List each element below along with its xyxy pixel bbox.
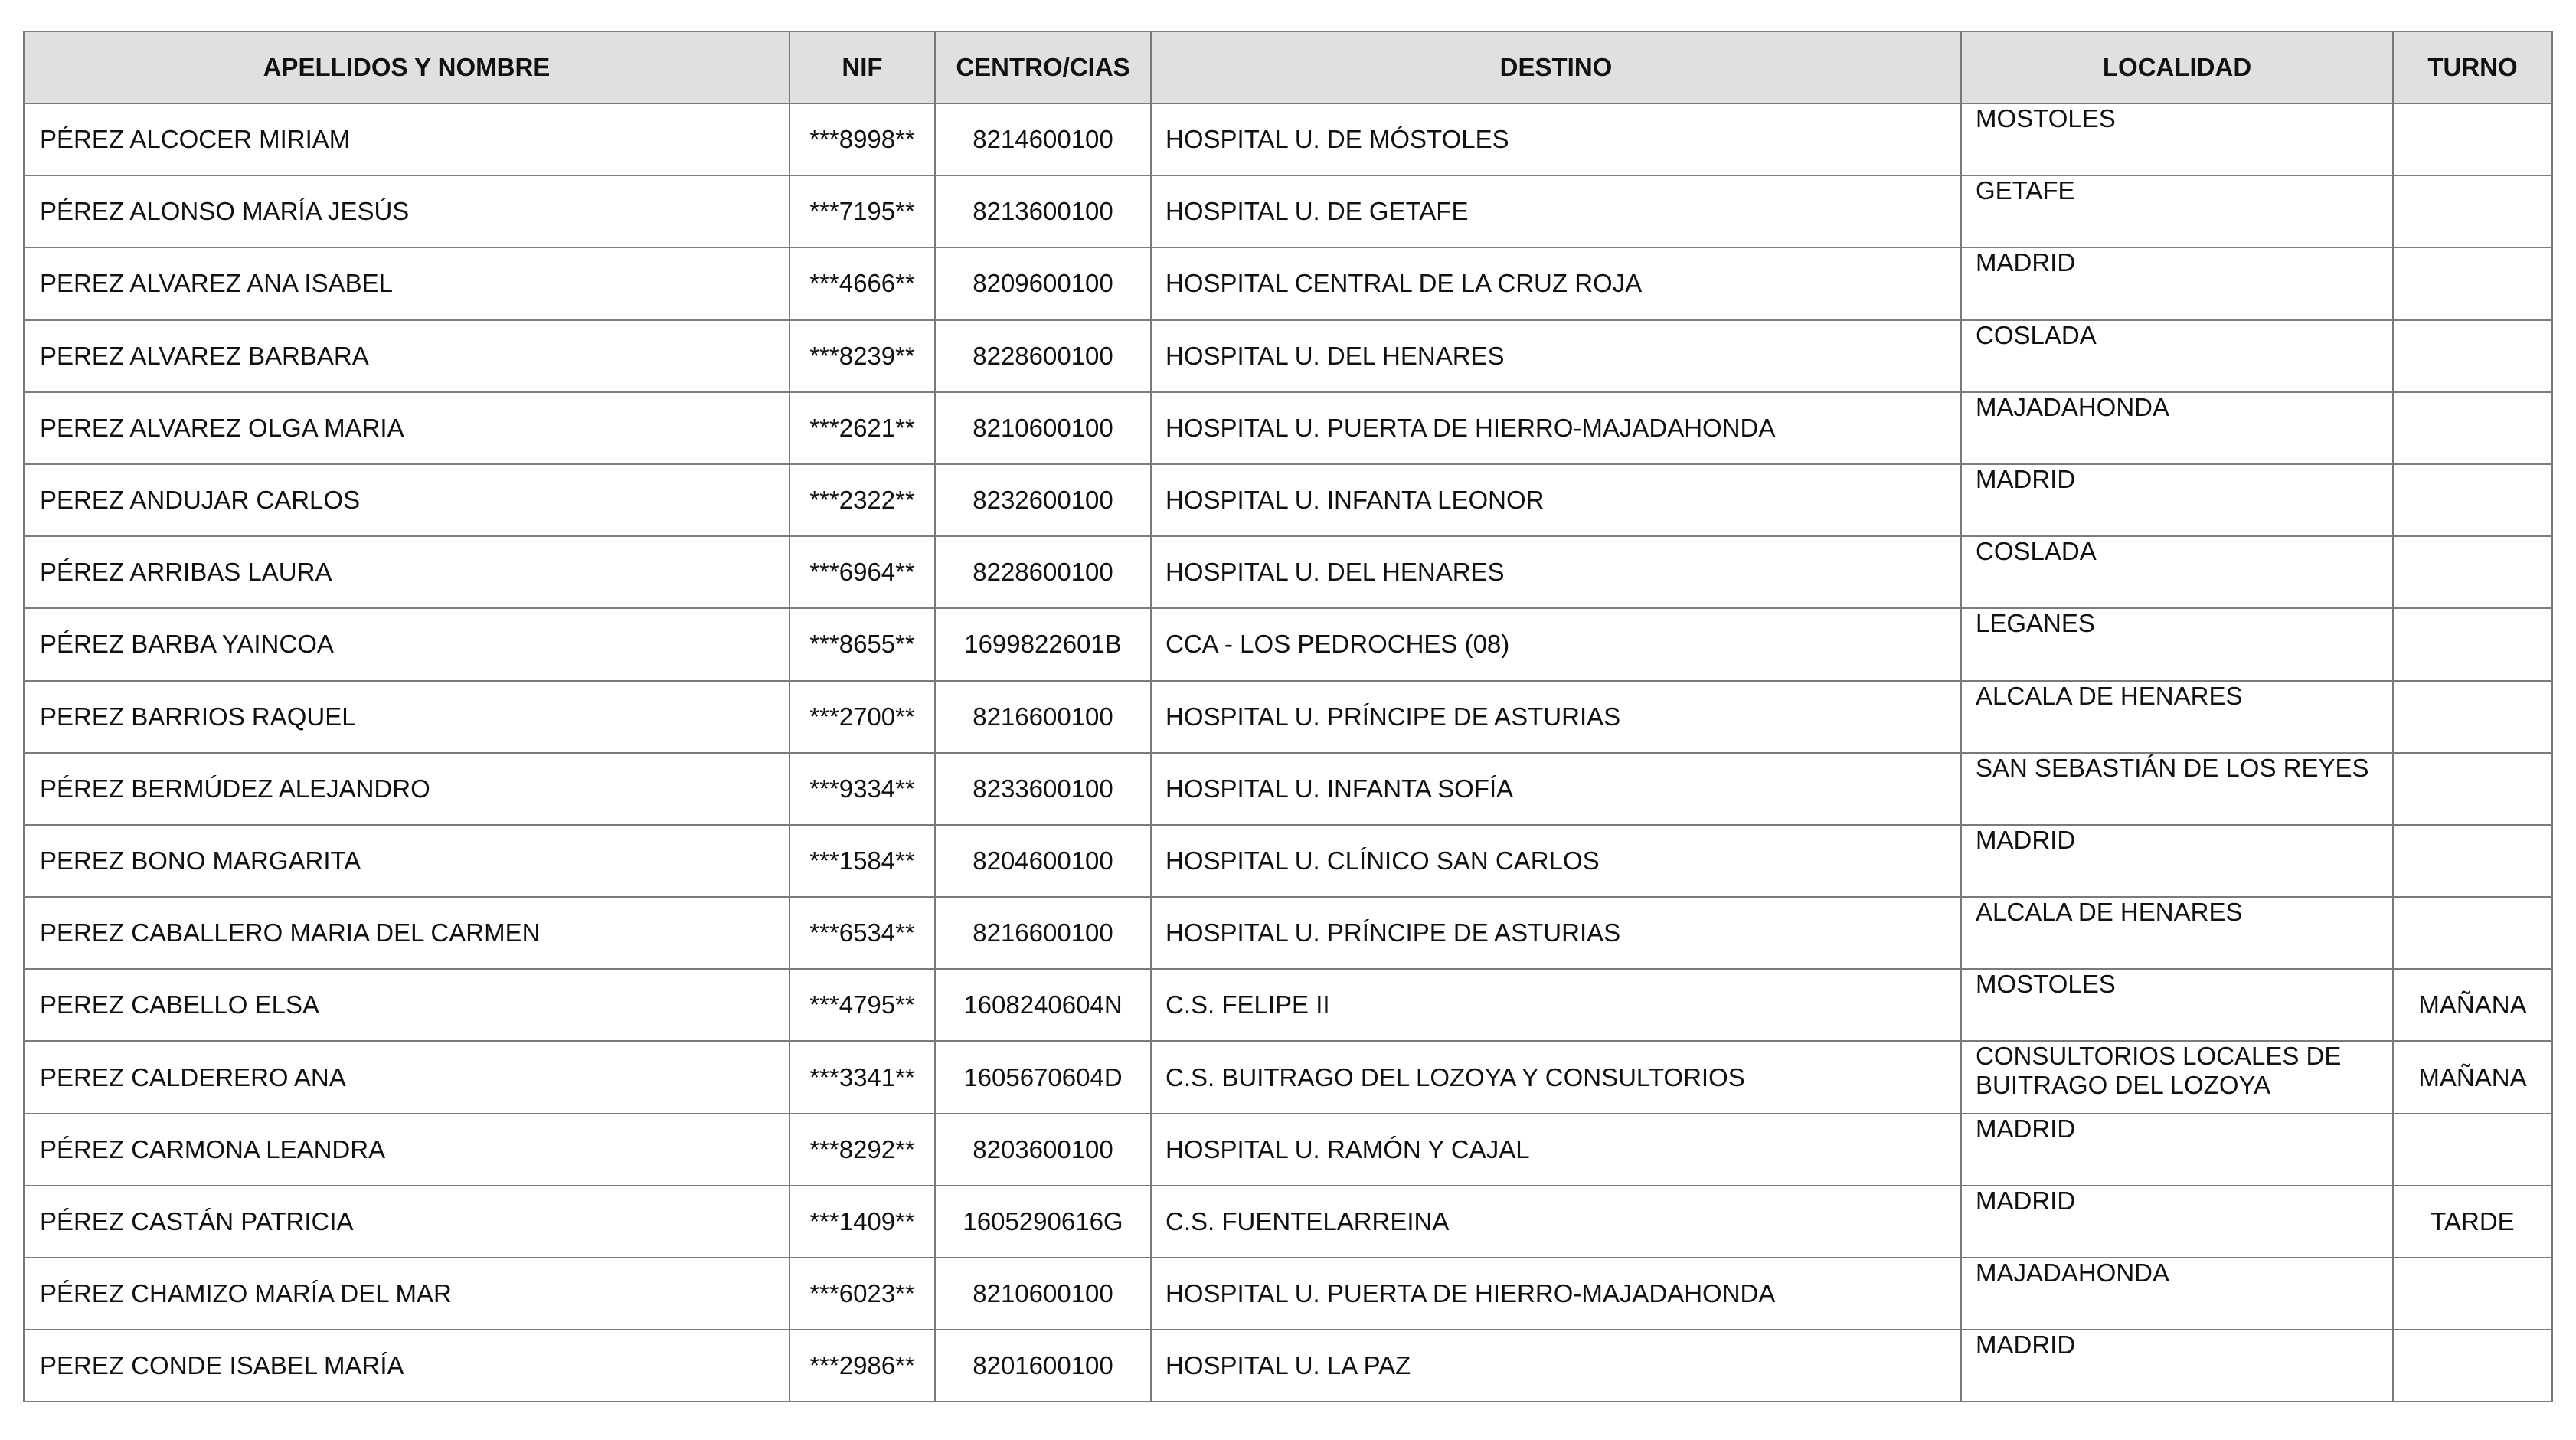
cell-cias: 8213600100 <box>935 175 1151 247</box>
cell-localidad-text: MAJADAHONDA <box>1976 1258 2170 1287</box>
cell-name: PÉREZ BARBA YAINCOA <box>24 608 789 680</box>
cell-turno <box>2393 681 2552 753</box>
table-row <box>24 320 2552 392</box>
cell-name: PÉREZ BERMÚDEZ ALEJANDRO <box>24 753 789 825</box>
cell-cias: 8203600100 <box>935 1114 1151 1186</box>
cell-cias: 1605290616G <box>935 1186 1151 1258</box>
cell-turno: TARDE <box>2393 1186 2552 1258</box>
cell-cias: 8201600100 <box>935 1330 1151 1402</box>
assignment-table <box>23 31 2553 1402</box>
table-body <box>24 103 2552 1402</box>
assignment-table-container <box>23 31 2551 1402</box>
cell-destino: HOSPITAL U. PRÍNCIPE DE ASTURIAS <box>1151 681 1961 753</box>
cell-destino: HOSPITAL U. LA PAZ <box>1151 1330 1961 1402</box>
cell-localidad <box>1961 1186 2393 1258</box>
table-row <box>24 247 2552 319</box>
cell-cias: 8228600100 <box>935 536 1151 608</box>
table-row <box>24 681 2552 753</box>
cell-name: PEREZ CONDE ISABEL MARÍA <box>24 1330 789 1402</box>
cell-localidad <box>1961 969 2393 1041</box>
cell-cias: 8209600100 <box>935 247 1151 319</box>
cell-cias: 1605670604D <box>935 1041 1151 1113</box>
cell-destino: HOSPITAL U. INFANTA SOFÍA <box>1151 753 1961 825</box>
cell-localidad-text: LEGANES <box>1976 609 2095 638</box>
header-turno: TURNO <box>2393 31 2552 103</box>
cell-destino: HOSPITAL U. DE GETAFE <box>1151 175 1961 247</box>
cell-localidad-text: SAN SEBASTIÁN DE LOS REYES <box>1976 753 2369 782</box>
cell-name: PÉREZ CASTÁN PATRICIA <box>24 1186 789 1258</box>
cell-localidad <box>1961 103 2393 175</box>
cell-nif: ***4795** <box>789 969 935 1041</box>
cell-localidad-text: MADRID <box>1976 248 2076 277</box>
cell-turno <box>2393 1258 2552 1330</box>
cell-cias: 1608240604N <box>935 969 1151 1041</box>
cell-localidad <box>1961 536 2393 608</box>
cell-cias: 8210600100 <box>935 1258 1151 1330</box>
table-row <box>24 753 2552 825</box>
cell-localidad <box>1961 1330 2393 1402</box>
cell-turno <box>2393 753 2552 825</box>
cell-nif: ***2322** <box>789 464 935 536</box>
cell-name: PÉREZ CARMONA LEANDRA <box>24 1114 789 1186</box>
cell-nif: ***9334** <box>789 753 935 825</box>
cell-cias: 8204600100 <box>935 825 1151 897</box>
cell-turno <box>2393 103 2552 175</box>
cell-destino: C.S. FUENTELARREINA <box>1151 1186 1961 1258</box>
table-row <box>24 897 2552 969</box>
cell-destino: HOSPITAL U. DEL HENARES <box>1151 536 1961 608</box>
cell-destino: HOSPITAL U. PRÍNCIPE DE ASTURIAS <box>1151 897 1961 969</box>
cell-name: PEREZ ANDUJAR CARLOS <box>24 464 789 536</box>
cell-turno <box>2393 392 2552 464</box>
cell-localidad-text: ALCALA DE HENARES <box>1976 681 2243 710</box>
cell-localidad-text: CONSULTORIOS LOCALES DE BUITRAGO DEL LOZOYA <box>1976 1042 2342 1100</box>
cell-destino: HOSPITAL U. PUERTA DE HIERRO-MAJADAHONDA <box>1151 1258 1961 1330</box>
cell-destino: HOSPITAL U. DE MÓSTOLES <box>1151 103 1961 175</box>
cell-turno <box>2393 320 2552 392</box>
table-row <box>24 1186 2552 1258</box>
cell-cias: 8216600100 <box>935 897 1151 969</box>
cell-turno <box>2393 536 2552 608</box>
cell-cias: 8233600100 <box>935 753 1151 825</box>
cell-localidad <box>1961 753 2393 825</box>
cell-nif: ***6964** <box>789 536 935 608</box>
cell-nif: ***1409** <box>789 1186 935 1258</box>
cell-name: PÉREZ ALONSO MARÍA JESÚS <box>24 175 789 247</box>
cell-turno <box>2393 175 2552 247</box>
cell-turno <box>2393 1114 2552 1186</box>
cell-destino: HOSPITAL U. DEL HENARES <box>1151 320 1961 392</box>
cell-destino: C.S. FELIPE II <box>1151 969 1961 1041</box>
table-header-row <box>24 31 2552 103</box>
cell-cias: 8210600100 <box>935 392 1151 464</box>
header-cias: CENTRO/CIAS <box>935 31 1151 103</box>
cell-nif: ***4666** <box>789 247 935 319</box>
cell-name: PEREZ CABELLO ELSA <box>24 969 789 1041</box>
cell-localidad <box>1961 897 2393 969</box>
cell-destino: HOSPITAL U. PUERTA DE HIERRO-MAJADAHONDA <box>1151 392 1961 464</box>
table-row <box>24 608 2552 680</box>
cell-nif: ***8655** <box>789 608 935 680</box>
cell-localidad <box>1961 681 2393 753</box>
cell-turno <box>2393 825 2552 897</box>
cell-localidad-text: MADRID <box>1976 1330 2076 1360</box>
cell-turno <box>2393 1330 2552 1402</box>
cell-nif: ***2986** <box>789 1330 935 1402</box>
cell-localidad <box>1961 392 2393 464</box>
cell-destino: HOSPITAL CENTRAL DE LA CRUZ ROJA <box>1151 247 1961 319</box>
cell-name: PEREZ ALVAREZ BARBARA <box>24 320 789 392</box>
cell-localidad <box>1961 175 2393 247</box>
cell-name: PEREZ CABALLERO MARIA DEL CARMEN <box>24 897 789 969</box>
cell-turno <box>2393 247 2552 319</box>
cell-name: PEREZ ALVAREZ OLGA MARIA <box>24 392 789 464</box>
cell-nif: ***7195** <box>789 175 935 247</box>
cell-localidad <box>1961 825 2393 897</box>
header-localidad: LOCALIDAD <box>1961 31 2393 103</box>
cell-nif: ***3341** <box>789 1041 935 1113</box>
cell-localidad-text: MAJADAHONDA <box>1976 392 2170 421</box>
cell-localidad <box>1961 1114 2393 1186</box>
table-row <box>24 464 2552 536</box>
cell-localidad-text: MOSTOLES <box>1976 970 2116 999</box>
cell-localidad-text: ALCALA DE HENARES <box>1976 898 2243 927</box>
cell-destino: HOSPITAL U. CLÍNICO SAN CARLOS <box>1151 825 1961 897</box>
cell-nif: ***2700** <box>789 681 935 753</box>
table-row <box>24 1258 2552 1330</box>
cell-localidad <box>1961 464 2393 536</box>
cell-nif: ***2621** <box>789 392 935 464</box>
cell-localidad-text: COSLADA <box>1976 537 2097 566</box>
table-row <box>24 392 2552 464</box>
cell-nif: ***8292** <box>789 1114 935 1186</box>
table-row <box>24 1114 2552 1186</box>
cell-localidad-text: MADRID <box>1976 1186 2076 1215</box>
cell-destino: C.S. BUITRAGO DEL LOZOYA Y CONSULTORIOS <box>1151 1041 1961 1113</box>
cell-cias: 8216600100 <box>935 681 1151 753</box>
cell-localidad-text: MOSTOLES <box>1976 104 2116 133</box>
cell-nif: ***6023** <box>789 1258 935 1330</box>
cell-localidad <box>1961 608 2393 680</box>
cell-localidad <box>1961 1041 2393 1113</box>
table-row <box>24 1330 2552 1402</box>
cell-localidad-text: MADRID <box>1976 1114 2076 1143</box>
cell-turno: MAÑANA <box>2393 969 2552 1041</box>
cell-name: PÉREZ CHAMIZO MARÍA DEL MAR <box>24 1258 789 1330</box>
cell-turno <box>2393 897 2552 969</box>
cell-name: PEREZ ALVAREZ ANA ISABEL <box>24 247 789 319</box>
cell-turno <box>2393 464 2552 536</box>
cell-localidad-text: COSLADA <box>1976 320 2097 349</box>
table-row <box>24 536 2552 608</box>
cell-name: PEREZ CALDERERO ANA <box>24 1041 789 1113</box>
cell-cias: 8214600100 <box>935 103 1151 175</box>
table-row <box>24 1041 2552 1113</box>
header-name: APELLIDOS Y NOMBRE <box>24 31 789 103</box>
cell-nif: ***8239** <box>789 320 935 392</box>
cell-localidad <box>1961 1258 2393 1330</box>
cell-cias: 8228600100 <box>935 320 1151 392</box>
cell-cias: 8232600100 <box>935 464 1151 536</box>
cell-name: PEREZ BARRIOS RAQUEL <box>24 681 789 753</box>
cell-nif: ***1584** <box>789 825 935 897</box>
cell-turno <box>2393 608 2552 680</box>
table-row <box>24 175 2552 247</box>
cell-localidad-text: MADRID <box>1976 464 2076 493</box>
cell-nif: ***8998** <box>789 103 935 175</box>
table-row <box>24 103 2552 175</box>
header-nif: NIF <box>789 31 935 103</box>
cell-localidad <box>1961 320 2393 392</box>
cell-destino: HOSPITAL U. INFANTA LEONOR <box>1151 464 1961 536</box>
cell-turno: MAÑANA <box>2393 1041 2552 1113</box>
header-destino: DESTINO <box>1151 31 1961 103</box>
cell-destino: CCA - LOS PEDROCHES (08) <box>1151 608 1961 680</box>
cell-destino: HOSPITAL U. RAMÓN Y CAJAL <box>1151 1114 1961 1186</box>
cell-cias: 1699822601B <box>935 608 1151 680</box>
cell-name: PEREZ BONO MARGARITA <box>24 825 789 897</box>
cell-name: PÉREZ ALCOCER MIRIAM <box>24 103 789 175</box>
table-row <box>24 969 2552 1041</box>
cell-nif: ***6534** <box>789 897 935 969</box>
cell-localidad-text: MADRID <box>1976 825 2076 854</box>
cell-name: PÉREZ ARRIBAS LAURA <box>24 536 789 608</box>
cell-localidad-text: GETAFE <box>1976 176 2075 205</box>
table-row <box>24 825 2552 897</box>
cell-localidad <box>1961 247 2393 319</box>
